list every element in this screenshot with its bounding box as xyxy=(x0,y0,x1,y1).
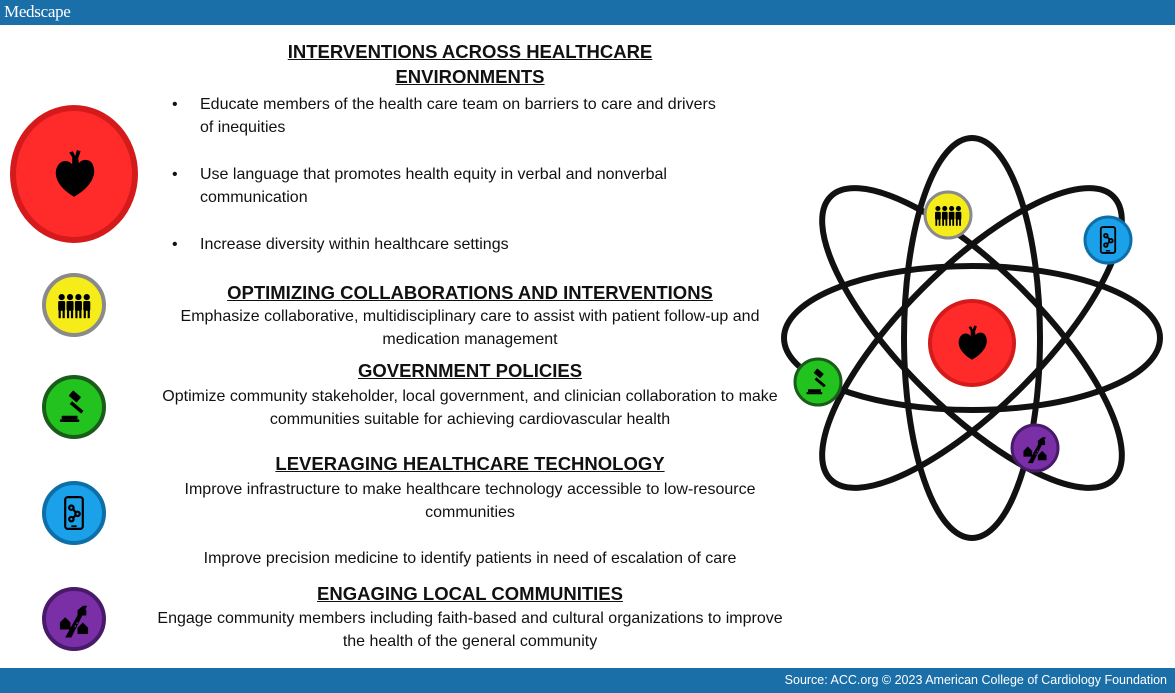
interventions-title-line2: ENVIRONMENTS xyxy=(395,66,545,87)
gavel-circle xyxy=(42,375,106,439)
bullet-item xyxy=(172,233,732,256)
source-credit: Source: ACC.org © 2023 American College of Cardiology Foundation xyxy=(784,673,1167,687)
houses-road-icon xyxy=(46,591,102,647)
interventions-title-line1: INTERVENTIONS ACROSS HEALTHCARE xyxy=(287,41,653,62)
technology-text-2: Improve precision medicine to identify patients in need of escalation of care xyxy=(203,550,737,567)
communities-title: ENGAGING LOCAL COMMUNITIES xyxy=(317,583,623,604)
bullet-dot: • xyxy=(172,166,178,183)
communities-text: Engage community members including faith-based and cultural organizations to improve the health of the general community xyxy=(157,610,783,650)
bullet-dot: • xyxy=(172,96,178,113)
houses-circle xyxy=(42,587,106,651)
technology-text-1: Improve infrastructure to make healthcare technology accessible to low-resource communities xyxy=(184,481,756,521)
bottom-bar xyxy=(0,668,1175,693)
bullet-item xyxy=(172,93,732,139)
bullet-dot: • xyxy=(172,236,178,253)
heart-circle xyxy=(10,105,138,243)
people-icon xyxy=(46,277,102,333)
atom-gavel-node xyxy=(795,359,841,405)
bullet-item xyxy=(172,163,732,209)
people-circle xyxy=(42,273,106,337)
bullet-text: Educate members of the health care team on barriers to care and drivers of inequities xyxy=(200,96,716,136)
technology-title: LEVERAGING HEALTHCARE TECHNOLOGY xyxy=(275,453,665,474)
atom-people-node xyxy=(925,192,971,238)
heart-icon xyxy=(16,111,132,237)
atom-phone-node xyxy=(1085,217,1131,263)
atom-houses-node xyxy=(1012,425,1058,471)
interventions-bullet-list xyxy=(172,93,732,280)
collaborations-title: OPTIMIZING COLLABORATIONS AND INTERVENTIONS xyxy=(227,282,713,303)
atom-heart-nucleus xyxy=(930,301,1014,385)
atom-diagram xyxy=(780,130,1175,550)
gavel-icon xyxy=(46,379,102,435)
smartphone-icon xyxy=(46,485,102,541)
phone-circle xyxy=(42,481,106,545)
bullet-text: Increase diversity within healthcare settings xyxy=(200,236,509,253)
collaborations-text: Emphasize collaborative, multidisciplinary care to assist with patient follow-up and medication management xyxy=(180,308,760,348)
government-title: GOVERNMENT POLICIES xyxy=(357,360,583,381)
bullet-text: Use language that promotes health equity in verbal and nonverbal communication xyxy=(200,166,667,206)
government-text: Optimize community stakeholder, local government, and clinician collaboration to make communities suitable for achieving cardiovascular health xyxy=(162,388,778,428)
top-bar xyxy=(0,0,1175,25)
medscape-logo: Medscape xyxy=(4,2,71,21)
